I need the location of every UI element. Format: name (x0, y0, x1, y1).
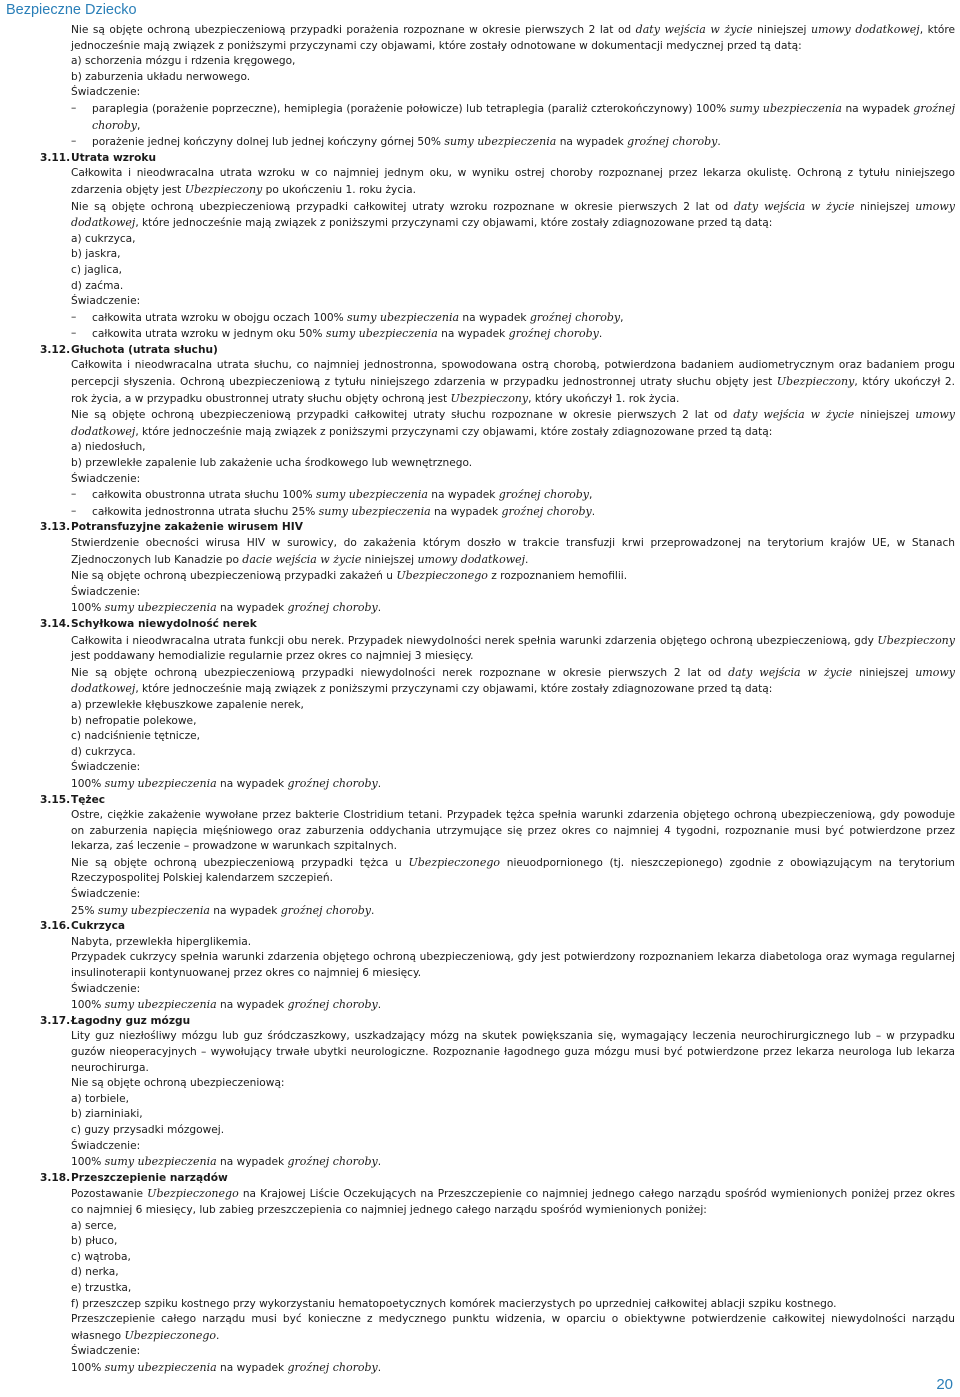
list-item: b) płuco, (71, 1235, 118, 1248)
paragraph: Świadczenie: (71, 982, 141, 995)
list-item: b) ziarniniaki, (71, 1108, 143, 1121)
list-item: a) torbiele, (71, 1092, 129, 1105)
list-item: a) serce, (71, 1219, 117, 1232)
section-heading (40, 520, 960, 536)
section-title: Tężec (71, 793, 106, 806)
paragraph: Świadczenie: (71, 295, 141, 308)
section-number: 3.15. (40, 793, 71, 806)
list-item: c) nadciśnienie tętnicze, (71, 730, 201, 743)
paragraph: Całkowita i nieodwracalna utrata słuchu, co najmniej jednostronna, spowodowana ostrą chorobą, potwierdzona badaniem audiometrycznym oraz badaniem progu percepcji słyszenia. Ochroną ubezpieczeniową z tytułu niniejszego zdarzenia w przypadku jednostronnej utraty słuchu objęty jest Ubezpieczony, który ukończył 2. rok życia, a w przypadku obustronnej utraty słuchu objęty ochroną jest Ubezpieczony, który ukończył 1. rok życia. (71, 359, 955, 405)
list-item: b) nefropatie polekowe, (71, 714, 197, 727)
list-item: c) jaglica, (71, 263, 123, 276)
dash-item: – całkowita utrata wzroku w jednym oku 50% sumy ubezpieczenia na wypadek groźnej choroby. (92, 326, 955, 343)
list-item: a) cukrzyca, (71, 232, 136, 245)
section-heading (40, 151, 960, 167)
paragraph: Nie są objęte ochroną ubezpieczeniową przypadki całkowitej utraty wzroku rozpoznane w okresie pierwszych 2 lat od daty wejścia w życie niniejszej umowy dodatkowej, które jednocześnie mają związek z poniższymi przyczynami czy objawami, które zostały zdiagnozowane przed tą datą: (71, 199, 955, 230)
list-item: f) przeszczep szpiku kostnego przy wykorzystaniu hematopoetycznych komórek macierzystych po uprzedniej całkowitej ablacji szpiku kostnego. (71, 1297, 837, 1310)
paragraph: 100% sumy ubezpieczenia na wypadek groźnej choroby. (71, 776, 382, 790)
list-item: c) wątroba, (71, 1250, 131, 1263)
section-number: 3.16. (40, 920, 71, 933)
section-heading (40, 343, 960, 359)
paragraph: Świadczenie: (71, 1139, 141, 1152)
section-title: Utrata wzroku (71, 151, 156, 164)
section-heading (40, 617, 960, 633)
paragraph: Świadczenie: (71, 888, 141, 901)
paragraph: Całkowita i nieodwracalna utrata wzroku w co najmniej jednym oku, w wyniku ostrej choroby rozpoznanej przez lekarza okulistę. Ochroną z tytułu niniejszego zdarzenia objęty jest Ubezpieczony po ukończeniu 1. roku życia. (71, 167, 955, 196)
list-item: b) przewlekłe zapalenie lub zakażenie ucha środkowego lub wewnętrznego. (71, 457, 473, 470)
paragraph: Nie są objęte ochroną ubezpieczeniową przypadki porażenia rozpoznane w okresie pierwszych 2 lat od daty wejścia w życie niniejszej umowy dodatkowej, które jednocześnie mają związek z poniższymi przyczynami czy objawami, które zostały odnotowane w dokumentacji medycznej przed tą datą: (71, 23, 956, 52)
dash-item: – całkowita jednostronna utrata słuchu 25% sumy ubezpieczenia na wypadek groźnej choroby. (92, 504, 955, 521)
list-item: a) niedosłuch, (71, 441, 146, 454)
section-title: Potransfuzyjne zakażenie wirusem HIV (71, 521, 303, 534)
paragraph: 100% sumy ubezpieczenia na wypadek groźnej choroby. (71, 1360, 382, 1374)
section-title: Łagodny guz mózgu (71, 1014, 191, 1027)
section-title: Głuchota (utrata słuchu) (71, 343, 218, 356)
list-item: c) guzy przysadki mózgowej. (71, 1123, 225, 1136)
paragraph: Nie są objęte ochroną ubezpieczeniową przypadki całkowitej utraty słuchu rozpoznane w okresie pierwszych 2 lat od daty wejścia w życie niniejszej umowy dodatkowej, które jednocześnie mają związek z poniższymi przyczynami czy objawami, które zostały zdiagnozowane przed tą datą: (71, 408, 955, 438)
document-header: Bezpieczne Dziecko (6, 2, 137, 18)
dash-item: – całkowita utrata wzroku w obojgu oczach 100% sumy ubezpieczenia na wypadek groźnej choroby, (92, 310, 955, 327)
section-title: Przeszczepienie narządów (71, 1171, 228, 1184)
paragraph: Świadczenie: (71, 86, 141, 99)
dash-item: – porażenie jednej kończyny dolnej lub jednej kończyny górnej 50% sumy ubezpieczenia na wypadek groźnej choroby. (92, 134, 955, 151)
paragraph: Całkowita i nieodwracalna utrata funkcji obu nerek. Przypadek niewydolności nerek spełnia warunki zdarzenia objętego ochroną ubezpieczeniową, gdy Ubezpieczony jest poddawany hemodializie regularnie przez okres co najmniej 3 miesięcy. (71, 633, 955, 663)
list-item: e) trzustka, (71, 1281, 132, 1294)
list-item: b) zaburzenia układu nerwowego. (71, 70, 251, 83)
section-heading (40, 1171, 960, 1187)
paragraph: Nabyta, przewlekła hiperglikemia. (71, 935, 252, 948)
section-number: 3.11. (40, 151, 71, 164)
section-number: 3.12. (40, 343, 71, 356)
section-number: 3.18. (40, 1171, 71, 1184)
paragraph: 100% sumy ubezpieczenia na wypadek groźnej choroby. (71, 998, 382, 1012)
paragraph: Świadczenie: (71, 1345, 141, 1358)
paragraph: Stwierdzenie obecności wirusa HIV w surowicy, do zakażenia którym doszło w trakcie transfuzji krwi przeprowadzonej na terytorium krajów UE, w Stanach Zjednoczonych lub Kanadzie po dacie wejścia w życie niniejszej umowy dodatkowej. (71, 537, 955, 566)
paragraph: Przeszczepienie całego narządu musi być konieczne z medycznego punktu widzenia, w oparciu o obiektywne potwierdzenie całkowitej niewydolności narządu własnego Ubezpieczonego. (71, 1313, 955, 1342)
paragraph: Pozostawanie Ubezpieczonego na Krajowej Liście Oczekujących na Przeszczepienie co najmniej jednego całego narządu spośród wymienionych poniżej przez okres co najmniej 6 miesięcy, lub zabieg przeszczepienia co najmniej jednego całego narządu spośród wymienionych poniżej: (71, 1187, 955, 1216)
section-heading (40, 1014, 960, 1030)
dash-item: – całkowita obustronna utrata słuchu 100% sumy ubezpieczenia na wypadek groźnej choroby, (92, 487, 955, 504)
list-item: d) cukrzyca. (71, 745, 136, 758)
page-number: 20 (936, 1376, 953, 1393)
paragraph: Nie są objęte ochroną ubezpieczeniową przypadki tężca u Ubezpieczonego nieuodpornionego (tj. nieszczepionego) zgodnie z obowiązującym na terytorium Rzeczypospolitej Polskiej kalendarzem szczepień. (71, 855, 955, 885)
paragraph: Świadczenie: (71, 585, 141, 598)
section-heading (40, 793, 960, 809)
paragraph: 100% sumy ubezpieczenia na wypadek groźnej choroby. (71, 601, 382, 615)
paragraph: 100% sumy ubezpieczenia na wypadek groźnej choroby. (71, 1155, 382, 1169)
section-number: 3.14. (40, 617, 71, 630)
section-number: 3.13. (40, 521, 71, 534)
paragraph: Nie są objęte ochroną ubezpieczeniową przypadki zakażeń u Ubezpieczonego z rozpoznaniem hemofilii. (71, 569, 628, 583)
list-item: d) zaćma. (71, 279, 124, 292)
paragraph: 25% sumy ubezpieczenia na wypadek groźnej choroby. (71, 903, 375, 917)
section-title: Schyłkowa niewydolność nerek (71, 617, 257, 630)
paragraph: Nie są objęte ochroną ubezpieczeniową: (71, 1077, 285, 1090)
list-item: b) jaskra, (71, 248, 121, 261)
document-body (0, 22, 960, 1376)
paragraph: Świadczenie: (71, 761, 141, 774)
paragraph: Świadczenie: (71, 472, 141, 485)
paragraph: Ostre, ciężkie zakażenie wywołane przez bakterie Clostridium tetani. Przypadek tężca spełnia warunki zdarzenia objętego ochroną ubezpieczeniową, gdy powoduje on zaburzenia napięcia mięśniowego oraz zaburzenia oddychania utrzymujące się przez okres co najmniej 4 tygodni, rozpoznanie musi być potwierdzone przez lekarza, zaś leczenie – prowadzone w warunkach szpitalnych. (71, 809, 955, 853)
paragraph: Przypadek cukrzycy spełnia warunki zdarzenia objętego ochroną ubezpieczeniową, gdy jest potwierdzony rozpoznaniem lekarza diabetologa oraz wymaga regularnej insulinoterapii kontynuowanej przez okres co najmniej 6 miesięcy. (71, 951, 955, 980)
list-item: a) przewlekłe kłębuszkowe zapalenie nerek, (71, 698, 304, 711)
paragraph: Nie są objęte ochroną ubezpieczeniową przypadki niewydolności nerek rozpoznane w okresie pierwszych 2 lat od daty wejścia w życie niniejszej umowy dodatkowej, które jednocześnie mają związek z poniższymi przyczynami czy objawami, które zostały zdiagnozowane przed tą datą: (71, 665, 955, 696)
section-heading (40, 919, 960, 935)
dash-item: – paraplegia (porażenie poprzeczne), hemiplegia (porażenie połowicze) lub tetraplegia (paraliż czterokończynowy) 100% sumy ubezpieczenia na wypadek groźnej choroby, (92, 101, 955, 134)
list-item: d) nerka, (71, 1266, 119, 1279)
paragraph: Lity guz niezłośliwy mózgu lub guz śródczaszkowy, uszkadzający mózg na skutek powiększania się, wymagający leczenia neurochirurgicznego lub – w przypadku guzów nieoperacyjnych – wywołujący trwałe ubytki neurologiczne. Rozpoznanie łagodnego guza mózgu musi być potwierdzone przez lekarza neurologa lub lekarza neurochirurga. (71, 1030, 955, 1074)
section-number: 3.17. (40, 1014, 71, 1027)
list-item: a) schorzenia mózgu i rdzenia kręgowego, (71, 55, 296, 68)
section-title: Cukrzyca (71, 920, 126, 933)
